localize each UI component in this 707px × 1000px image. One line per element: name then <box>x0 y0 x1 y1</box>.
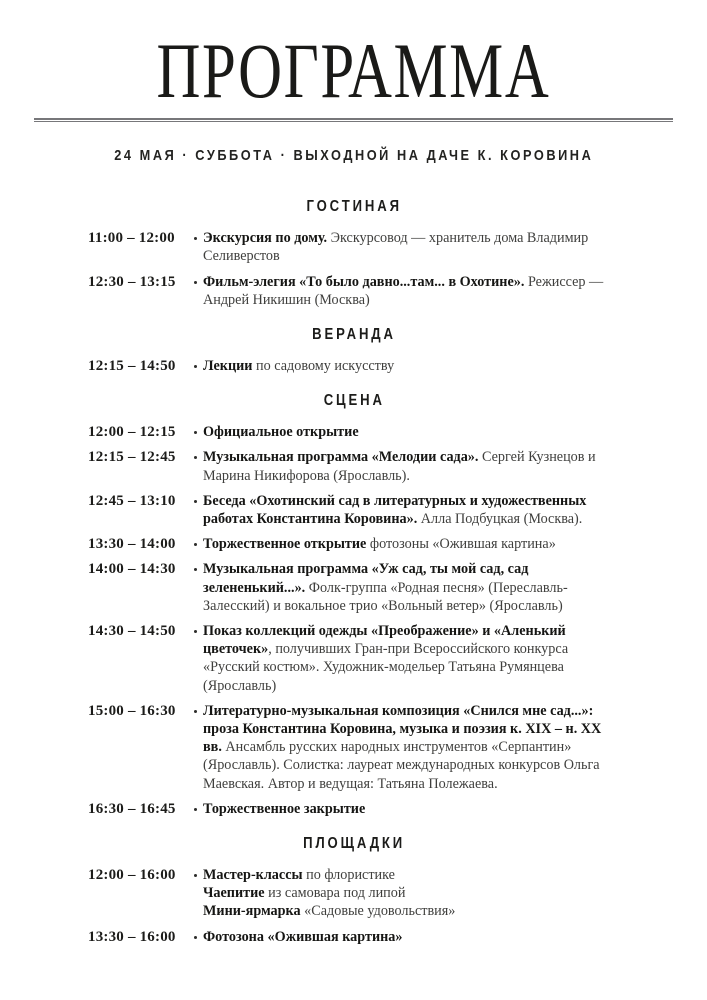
time-range: 13:30 – 16:00 <box>88 928 176 945</box>
section-title <box>88 393 620 409</box>
schedule-row <box>88 357 620 375</box>
section-title-text: ГОСТИНАЯ <box>306 198 402 216</box>
section-3 <box>88 836 620 946</box>
schedule-row <box>88 560 620 615</box>
event-description-line: Музыкальная программа «Уж сад, ты мой сад, сад зелененький...». Фолк-группа «Родная песня» (Переславль-Залесский) и вокальное трио «Вольный ветер» (Ярославль) <box>203 561 568 614</box>
section-title <box>88 836 620 852</box>
schedule-row <box>88 866 620 921</box>
bullet-dot <box>187 622 203 633</box>
schedule-row <box>88 702 620 793</box>
schedule-row <box>88 273 620 309</box>
schedule-row <box>88 448 620 484</box>
event-description <box>203 423 620 441</box>
time-range: 14:00 – 14:30 <box>88 561 176 578</box>
time-range: 12:00 – 12:15 <box>88 424 176 441</box>
bullet-dot-mark <box>194 710 197 713</box>
event-description <box>203 448 620 484</box>
bullet-dot <box>187 800 203 811</box>
schedule-row <box>88 535 620 553</box>
section-0 <box>88 199 620 309</box>
bullet-dot-mark <box>194 630 197 633</box>
section-1 <box>88 327 620 375</box>
bullet-dot-mark <box>194 365 197 368</box>
bullet-dot <box>187 423 203 434</box>
event-description <box>203 800 620 818</box>
event-description-line: Фильм-элегия «То было давно...там... в Охотине». Режиссер — Андрей Никишин (Москва) <box>203 273 604 308</box>
bullet-dot <box>187 866 203 877</box>
bullet-dot-mark <box>194 874 197 877</box>
section-2 <box>88 393 620 818</box>
time-range: 12:00 – 16:00 <box>88 867 176 884</box>
double-rule-divider <box>34 118 673 122</box>
event-description-line: Торжественное открытие фотозоны «Ожившая картина» <box>203 536 556 553</box>
bullet-dot <box>187 273 203 284</box>
event-description-line: Экскурсия по дому. Экскурсовод — хранитель дома Владимир Селиверстов <box>203 230 589 265</box>
schedule-row <box>88 928 620 946</box>
time-range: 12:15 – 14:50 <box>88 358 176 374</box>
bullet-dot-mark <box>194 568 197 571</box>
event-description-line: Мастер-классы по флористике <box>203 867 395 884</box>
event-description-line: Беседа «Охотинский сад в литературных и художественных работах Константина Коровина». Алла Подбуцкая (Москва). <box>203 492 587 528</box>
bullet-dot <box>187 535 203 546</box>
event-description <box>203 492 620 528</box>
event-date-line <box>0 148 707 163</box>
bullet-dot-mark <box>194 500 197 503</box>
event-description <box>203 535 620 553</box>
schedule-row <box>88 229 620 265</box>
event-description <box>203 357 620 375</box>
bullet-dot <box>187 492 203 503</box>
event-description-line: Лекции по садовому искусству <box>203 358 395 374</box>
event-description-line: Мини-ярмарка «Садовые удовольствия» <box>203 903 456 920</box>
bullet-dot <box>187 229 203 240</box>
time-range: 12:30 – 13:15 <box>88 273 176 290</box>
bullet-dot-mark <box>194 456 197 459</box>
section-title-text: СЦЕНА <box>323 392 385 410</box>
section-title-text: ПЛОЩАДКИ <box>303 835 405 853</box>
bullet-dot <box>187 702 203 713</box>
time-range: 13:30 – 14:00 <box>88 536 176 553</box>
event-description <box>203 622 620 695</box>
time-range: 12:45 – 13:10 <box>88 492 176 509</box>
event-description <box>203 273 620 309</box>
bullet-dot-mark <box>194 237 197 240</box>
bullet-dot <box>187 560 203 571</box>
section-title <box>88 327 620 343</box>
bullet-dot <box>187 448 203 459</box>
bullet-dot-mark <box>194 543 197 546</box>
section-title-text: ВЕРАНДА <box>312 326 396 343</box>
schedule-row <box>88 800 620 818</box>
event-description <box>203 866 620 921</box>
time-range: 12:15 – 12:45 <box>88 449 176 466</box>
bullet-dot-mark <box>194 431 197 434</box>
schedule-row <box>88 423 620 441</box>
event-description-line: Музыкальная программа «Мелодии сада». Сергей Кузнецов и Марина Никифорова (Ярославль). <box>203 449 596 484</box>
event-description <box>203 702 620 793</box>
event-description-line: Показ коллекций одежды «Преображение» и «Аленький цветочек», получивших Гран-при Всероссийского конкурса «Русский костюм». Художник-модельер Татьяна Румянцева (Ярославль) <box>203 623 569 694</box>
schedule-row <box>88 622 620 695</box>
event-description-line: Торжественное закрытие <box>203 800 366 817</box>
event-date-line-text: 24 МАЯ · СУББОТА · ВЫХОДНОЙ НА ДАЧЕ К. КОРОВИНА <box>113 147 594 165</box>
time-range: 11:00 – 12:00 <box>88 230 175 247</box>
section-title <box>88 199 620 215</box>
event-description <box>203 229 620 265</box>
schedule-sections <box>88 163 620 953</box>
time-range: 16:30 – 16:45 <box>88 800 176 817</box>
bullet-dot-mark <box>194 281 197 284</box>
event-description-line: Фотозона «Ожившая картина» <box>203 928 403 945</box>
schedule-row <box>88 492 620 528</box>
event-description-line: Чаепитие из самовара под липой <box>203 885 406 902</box>
event-description <box>203 560 620 615</box>
bullet-dot <box>187 928 203 939</box>
bullet-dot-mark <box>194 808 197 811</box>
event-description-line: Официальное открытие <box>203 424 359 441</box>
page-title <box>0 27 707 114</box>
event-description-line: Литературно-музыкальная композиция «Снился мне сад...»: проза Константина Коровина, музыка и поэзия к. XIX – н. XX вв. Ансамбль русских народных инструментов «Серпантин» (Ярославль). Солистка: лауреат международных конкурсов Ольга Маевская. Автор и ведущая: Татьяна Полежаева. <box>203 702 602 792</box>
page-title-text: ПРОГРАММА <box>156 27 551 114</box>
event-description <box>203 928 620 946</box>
bullet-dot-mark <box>194 936 197 939</box>
time-range: 14:30 – 14:50 <box>88 623 176 640</box>
bullet-dot <box>187 357 203 368</box>
time-range: 15:00 – 16:30 <box>88 702 176 719</box>
